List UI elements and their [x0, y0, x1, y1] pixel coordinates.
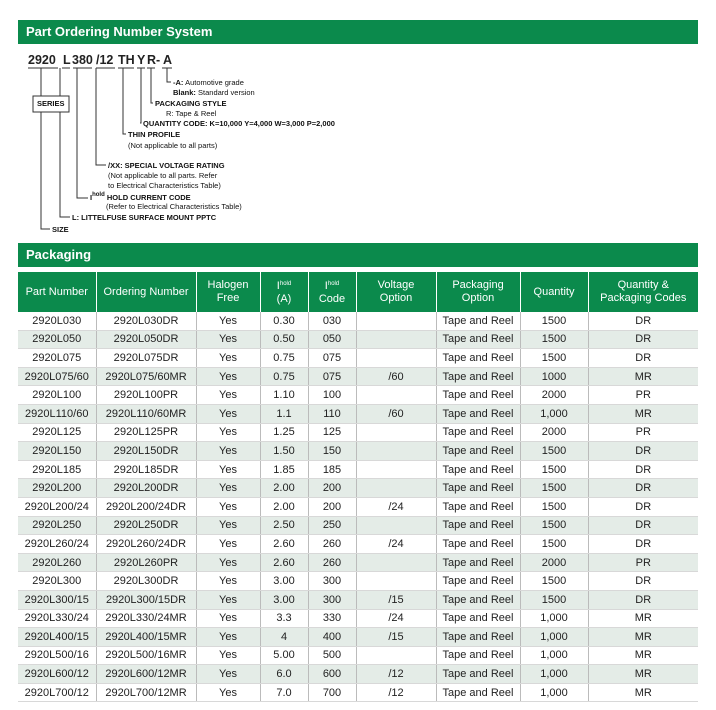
cell-part-number: 2920L300/15 [18, 590, 96, 609]
cell-part-number: 2920L030 [18, 312, 96, 330]
cell-ihold-code: 185 [308, 460, 356, 479]
thin-profile-label: THIN PROFILE [128, 130, 181, 139]
cell-qty-packaging-code: DR [588, 590, 698, 609]
cell-ihold-code: 700 [308, 683, 356, 702]
cell-halogen-free: Yes [196, 516, 260, 535]
cell-part-number: 2920L185 [18, 460, 96, 479]
cell-ihold-code: 110 [308, 404, 356, 423]
cell-ihold: 1.85 [260, 460, 308, 479]
cell-quantity: 1500 [520, 349, 588, 368]
cell-quantity: 1500 [520, 312, 588, 330]
blank-text: Standard version [198, 88, 255, 97]
cell-ihold: 1.10 [260, 386, 308, 405]
cell-qty-packaging-code: DR [588, 312, 698, 330]
cell-part-number: 2920L250 [18, 516, 96, 535]
cell-packaging-option: Tape and Reel [436, 367, 520, 386]
cell-ordering-number: 2920L700/12MR [96, 683, 196, 702]
cell-halogen-free: Yes [196, 386, 260, 405]
cell-ihold-code: 260 [308, 535, 356, 554]
cell-packaging-option: Tape and Reel [436, 386, 520, 405]
cell-halogen-free: Yes [196, 367, 260, 386]
cell-ihold-code: 030 [308, 312, 356, 330]
cell-ihold: 2.00 [260, 497, 308, 516]
cell-packaging-option: Tape and Reel [436, 572, 520, 591]
cell-ihold-code: 260 [308, 553, 356, 572]
cell-qty-packaging-code: MR [588, 665, 698, 684]
cell-packaging-option: Tape and Reel [436, 442, 520, 461]
cell-ihold: 3.3 [260, 609, 308, 628]
cell-qty-packaging-code: MR [588, 609, 698, 628]
cell-qty-packaging-code: MR [588, 683, 698, 702]
cell-voltage-option: /60 [356, 404, 436, 423]
cell-halogen-free: Yes [196, 572, 260, 591]
cell-packaging-option: Tape and Reel [436, 535, 520, 554]
cell-qty-packaging-code: MR [588, 404, 698, 423]
cell-quantity: 1500 [520, 330, 588, 349]
cell-halogen-free: Yes [196, 497, 260, 516]
code-hold: 380 [72, 53, 93, 67]
cell-packaging-option: Tape and Reel [436, 553, 520, 572]
code-pack: R [147, 53, 157, 67]
cell-halogen-free: Yes [196, 590, 260, 609]
section-title-packaging: Packaging [18, 243, 698, 267]
cell-quantity: 1500 [520, 572, 588, 591]
table-row [18, 590, 698, 609]
cell-ihold-code: 300 [308, 590, 356, 609]
cell-ordering-number: 2920L125PR [96, 423, 196, 442]
voltage-rating-note2: to Electrical Characteristics Table) [108, 181, 221, 190]
cell-ordering-number: 2920L330/24MR [96, 609, 196, 628]
table-row [18, 497, 698, 516]
cell-ihold: 4 [260, 628, 308, 647]
cell-voltage-option [356, 349, 436, 368]
cell-ordering-number: 2920L250DR [96, 516, 196, 535]
cell-ordering-number: 2920L075/60MR [96, 367, 196, 386]
cell-quantity: 1,000 [520, 646, 588, 665]
col-ihold-a: $I_{hold}$ (A) [260, 272, 308, 312]
cell-part-number: 2920L075/60 [18, 367, 96, 386]
cell-packaging-option: Tape and Reel [436, 609, 520, 628]
cell-qty-packaging-code: MR [588, 367, 698, 386]
cell-packaging-option: Tape and Reel [436, 590, 520, 609]
cell-ihold: 5.00 [260, 646, 308, 665]
cell-qty-packaging-code: DR [588, 516, 698, 535]
cell-halogen-free: Yes [196, 683, 260, 702]
cell-voltage-option: /12 [356, 683, 436, 702]
cell-ihold: 1.50 [260, 442, 308, 461]
cell-part-number: 2920L200/24 [18, 497, 96, 516]
cell-halogen-free: Yes [196, 404, 260, 423]
auto-text: Automotive grade [185, 78, 244, 87]
cell-ihold-code: 125 [308, 423, 356, 442]
cell-quantity: 2000 [520, 386, 588, 405]
cell-halogen-free: Yes [196, 609, 260, 628]
cell-voltage-option [356, 386, 436, 405]
cell-packaging-option: Tape and Reel [436, 665, 520, 684]
code-series: L [63, 53, 71, 67]
cell-packaging-option: Tape and Reel [436, 516, 520, 535]
cell-ordering-number: 2920L150DR [96, 442, 196, 461]
cell-ihold-code: 500 [308, 646, 356, 665]
cell-part-number: 2920L125 [18, 423, 96, 442]
cell-halogen-free: Yes [196, 535, 260, 554]
cell-quantity: 1500 [520, 590, 588, 609]
table-header-row [18, 272, 698, 312]
code-qty: Y [137, 53, 146, 67]
col-voltage-option: Voltage Option [356, 272, 436, 312]
cell-part-number: 2920L260 [18, 553, 96, 572]
cell-quantity: 1,000 [520, 683, 588, 702]
cell-qty-packaging-code: MR [588, 628, 698, 647]
cell-voltage-option [356, 572, 436, 591]
cell-ordering-number: 2920L185DR [96, 460, 196, 479]
littelfuse-label: L: LITTELFUSE SURFACE MOUNT PPTC [72, 213, 217, 222]
cell-quantity: 1500 [520, 535, 588, 554]
table-row [18, 572, 698, 591]
col-qty-packaging-codes: Quantity & Packaging Codes [588, 272, 698, 312]
cell-voltage-option: /12 [356, 665, 436, 684]
table-row [18, 609, 698, 628]
cell-qty-packaging-code: PR [588, 423, 698, 442]
cell-quantity: 1000 [520, 367, 588, 386]
cell-packaging-option: Tape and Reel [436, 330, 520, 349]
cell-ordering-number: 2920L075DR [96, 349, 196, 368]
cell-quantity: 1500 [520, 460, 588, 479]
cell-part-number: 2920L500/16 [18, 646, 96, 665]
cell-voltage-option [356, 442, 436, 461]
table-row [18, 423, 698, 442]
cell-part-number: 2920L100 [18, 386, 96, 405]
cell-part-number: 2920L050 [18, 330, 96, 349]
cell-ihold-code: 050 [308, 330, 356, 349]
cell-ihold: 0.50 [260, 330, 308, 349]
cell-voltage-option [356, 312, 436, 330]
cell-halogen-free: Yes [196, 553, 260, 572]
cell-ordering-number: 2920L300DR [96, 572, 196, 591]
cell-part-number: 2920L200 [18, 479, 96, 498]
col-ordering-number: Ordering Number [96, 272, 196, 312]
cell-ihold-code: 200 [308, 497, 356, 516]
cell-ordering-number: 2920L200DR [96, 479, 196, 498]
cell-packaging-option: Tape and Reel [436, 683, 520, 702]
table-row [18, 646, 698, 665]
table-row [18, 349, 698, 368]
voltage-rating-note1: (Not applicable to all parts. Refer [108, 171, 218, 180]
cell-ordering-number: 2920L200/24DR [96, 497, 196, 516]
cell-halogen-free: Yes [196, 312, 260, 330]
cell-packaging-option: Tape and Reel [436, 628, 520, 647]
cell-ihold: 1.25 [260, 423, 308, 442]
col-quantity: Quantity [520, 272, 588, 312]
table-row [18, 367, 698, 386]
cell-qty-packaging-code: DR [588, 460, 698, 479]
cell-ordering-number: 2920L400/15MR [96, 628, 196, 647]
cell-ihold-code: 330 [308, 609, 356, 628]
cell-ihold: 0.30 [260, 312, 308, 330]
cell-ordering-number: 2920L050DR [96, 330, 196, 349]
cell-qty-packaging-code: PR [588, 553, 698, 572]
cell-part-number: 2920L300 [18, 572, 96, 591]
cell-voltage-option [356, 479, 436, 498]
cell-halogen-free: Yes [196, 349, 260, 368]
cell-voltage-option [356, 330, 436, 349]
cell-ihold-code: 075 [308, 367, 356, 386]
cell-packaging-option: Tape and Reel [436, 312, 520, 330]
table-row [18, 460, 698, 479]
col-ihold-code: $I_{hold}$ Code [308, 272, 356, 312]
code-size: 2920 [28, 53, 56, 67]
packaging-style-label: PACKAGING STYLE [155, 99, 227, 108]
cell-ordering-number: 2920L100PR [96, 386, 196, 405]
table-row [18, 442, 698, 461]
table-row [18, 404, 698, 423]
cell-halogen-free: Yes [196, 460, 260, 479]
cell-ihold-code: 150 [308, 442, 356, 461]
cell-quantity: 1,000 [520, 665, 588, 684]
table-row [18, 386, 698, 405]
cell-ordering-number: 2920L500/16MR [96, 646, 196, 665]
table-row [18, 312, 698, 330]
col-part-number: Part Number [18, 272, 96, 312]
col-packaging-option: Packaging Option [436, 272, 520, 312]
cell-quantity: 1,000 [520, 404, 588, 423]
section-title-ordering: Part Ordering Number System [18, 20, 698, 44]
cell-qty-packaging-code: DR [588, 535, 698, 554]
col-halogen-free: Halogen Free [196, 272, 260, 312]
cell-ordering-number: 2920L030DR [96, 312, 196, 330]
cell-packaging-option: Tape and Reel [436, 423, 520, 442]
size-label: SIZE [52, 225, 69, 234]
table-row [18, 535, 698, 554]
cell-ihold-code: 200 [308, 479, 356, 498]
cell-packaging-option: Tape and Reel [436, 404, 520, 423]
cell-quantity: 1,000 [520, 628, 588, 647]
cell-qty-packaging-code: MR [588, 646, 698, 665]
cell-voltage-option: /24 [356, 609, 436, 628]
cell-ihold: 3.00 [260, 572, 308, 591]
cell-voltage-option: /15 [356, 628, 436, 647]
table-row [18, 553, 698, 572]
cell-quantity: 1500 [520, 516, 588, 535]
cell-quantity: 2000 [520, 423, 588, 442]
table-row [18, 665, 698, 684]
cell-packaging-option: Tape and Reel [436, 460, 520, 479]
cell-ihold-code: 250 [308, 516, 356, 535]
cell-ordering-number: 2920L110/60MR [96, 404, 196, 423]
cell-ordering-number: 2920L260/24DR [96, 535, 196, 554]
cell-qty-packaging-code: DR [588, 497, 698, 516]
thin-profile-note: (Not applicable to all parts) [128, 141, 218, 150]
cell-ihold: 0.75 [260, 349, 308, 368]
cell-qty-packaging-code: DR [588, 479, 698, 498]
blank-label: Blank: [173, 88, 196, 97]
cell-ihold: 7.0 [260, 683, 308, 702]
cell-ordering-number: 2920L600/12MR [96, 665, 196, 684]
table-row [18, 516, 698, 535]
packaging-style-note: R: Tape & Reel [166, 109, 217, 118]
cell-voltage-option: /60 [356, 367, 436, 386]
cell-packaging-option: Tape and Reel [436, 497, 520, 516]
cell-halogen-free: Yes [196, 442, 260, 461]
cell-part-number: 2920L260/24 [18, 535, 96, 554]
cell-ihold: 6.0 [260, 665, 308, 684]
cell-part-number: 2920L600/12 [18, 665, 96, 684]
cell-halogen-free: Yes [196, 646, 260, 665]
hold-current-label: $I_{hold}$ HOLD CURRENT CODE [90, 192, 191, 202]
table-row [18, 628, 698, 647]
cell-halogen-free: Yes [196, 479, 260, 498]
packaging-table [18, 272, 698, 702]
hold-current-note: (Refer to Electrical Characteristics Table) [106, 202, 242, 211]
cell-halogen-free: Yes [196, 330, 260, 349]
table-row [18, 479, 698, 498]
cell-halogen-free: Yes [196, 665, 260, 684]
cell-qty-packaging-code: DR [588, 330, 698, 349]
auto-label: -A: [173, 78, 184, 87]
cell-ihold-code: 300 [308, 572, 356, 591]
cell-halogen-free: Yes [196, 423, 260, 442]
cell-halogen-free: Yes [196, 628, 260, 647]
cell-quantity: 2000 [520, 553, 588, 572]
cell-quantity: 1500 [520, 479, 588, 498]
quantity-code-label: QUANTITY CODE: K=10,000 Y=4,000 W=3,000 P=2,000 [143, 119, 335, 128]
cell-qty-packaging-code: DR [588, 349, 698, 368]
series-box-label: SERIES [37, 99, 65, 108]
cell-ihold: 2.50 [260, 516, 308, 535]
code-auto: A [163, 53, 173, 67]
cell-part-number: 2920L700/12 [18, 683, 96, 702]
cell-ihold-code: 600 [308, 665, 356, 684]
cell-voltage-option: /24 [356, 535, 436, 554]
cell-ihold: 3.00 [260, 590, 308, 609]
table-row [18, 330, 698, 349]
cell-part-number: 2920L110/60 [18, 404, 96, 423]
cell-ihold-code: 100 [308, 386, 356, 405]
cell-voltage-option: /24 [356, 497, 436, 516]
cell-packaging-option: Tape and Reel [436, 479, 520, 498]
cell-ihold: 2.60 [260, 535, 308, 554]
cell-part-number: 2920L400/15 [18, 628, 96, 647]
cell-ihold: 0.75 [260, 367, 308, 386]
cell-part-number: 2920L075 [18, 349, 96, 368]
cell-ihold-code: 075 [308, 349, 356, 368]
code-dash: - [156, 53, 161, 67]
cell-quantity: 1500 [520, 442, 588, 461]
cell-quantity: 1,000 [520, 609, 588, 628]
code-voltage: /12 [96, 53, 114, 67]
cell-voltage-option [356, 646, 436, 665]
cell-part-number: 2920L330/24 [18, 609, 96, 628]
table-row [18, 683, 698, 702]
cell-part-number: 2920L150 [18, 442, 96, 461]
cell-ihold: 1.1 [260, 404, 308, 423]
cell-packaging-option: Tape and Reel [436, 646, 520, 665]
cell-qty-packaging-code: PR [588, 386, 698, 405]
cell-voltage-option [356, 553, 436, 572]
cell-qty-packaging-code: DR [588, 442, 698, 461]
cell-ordering-number: 2920L300/15DR [96, 590, 196, 609]
cell-qty-packaging-code: DR [588, 572, 698, 591]
cell-voltage-option [356, 460, 436, 479]
cell-ihold: 2.60 [260, 553, 308, 572]
cell-ordering-number: 2920L260PR [96, 553, 196, 572]
cell-ihold-code: 400 [308, 628, 356, 647]
cell-voltage-option [356, 423, 436, 442]
cell-voltage-option [356, 516, 436, 535]
cell-packaging-option: Tape and Reel [436, 349, 520, 368]
cell-ihold: 2.00 [260, 479, 308, 498]
code-thin: TH [118, 53, 135, 67]
voltage-rating-label: /XX: SPECIAL VOLTAGE RATING [108, 161, 225, 170]
cell-voltage-option: /15 [356, 590, 436, 609]
cell-quantity: 1500 [520, 497, 588, 516]
